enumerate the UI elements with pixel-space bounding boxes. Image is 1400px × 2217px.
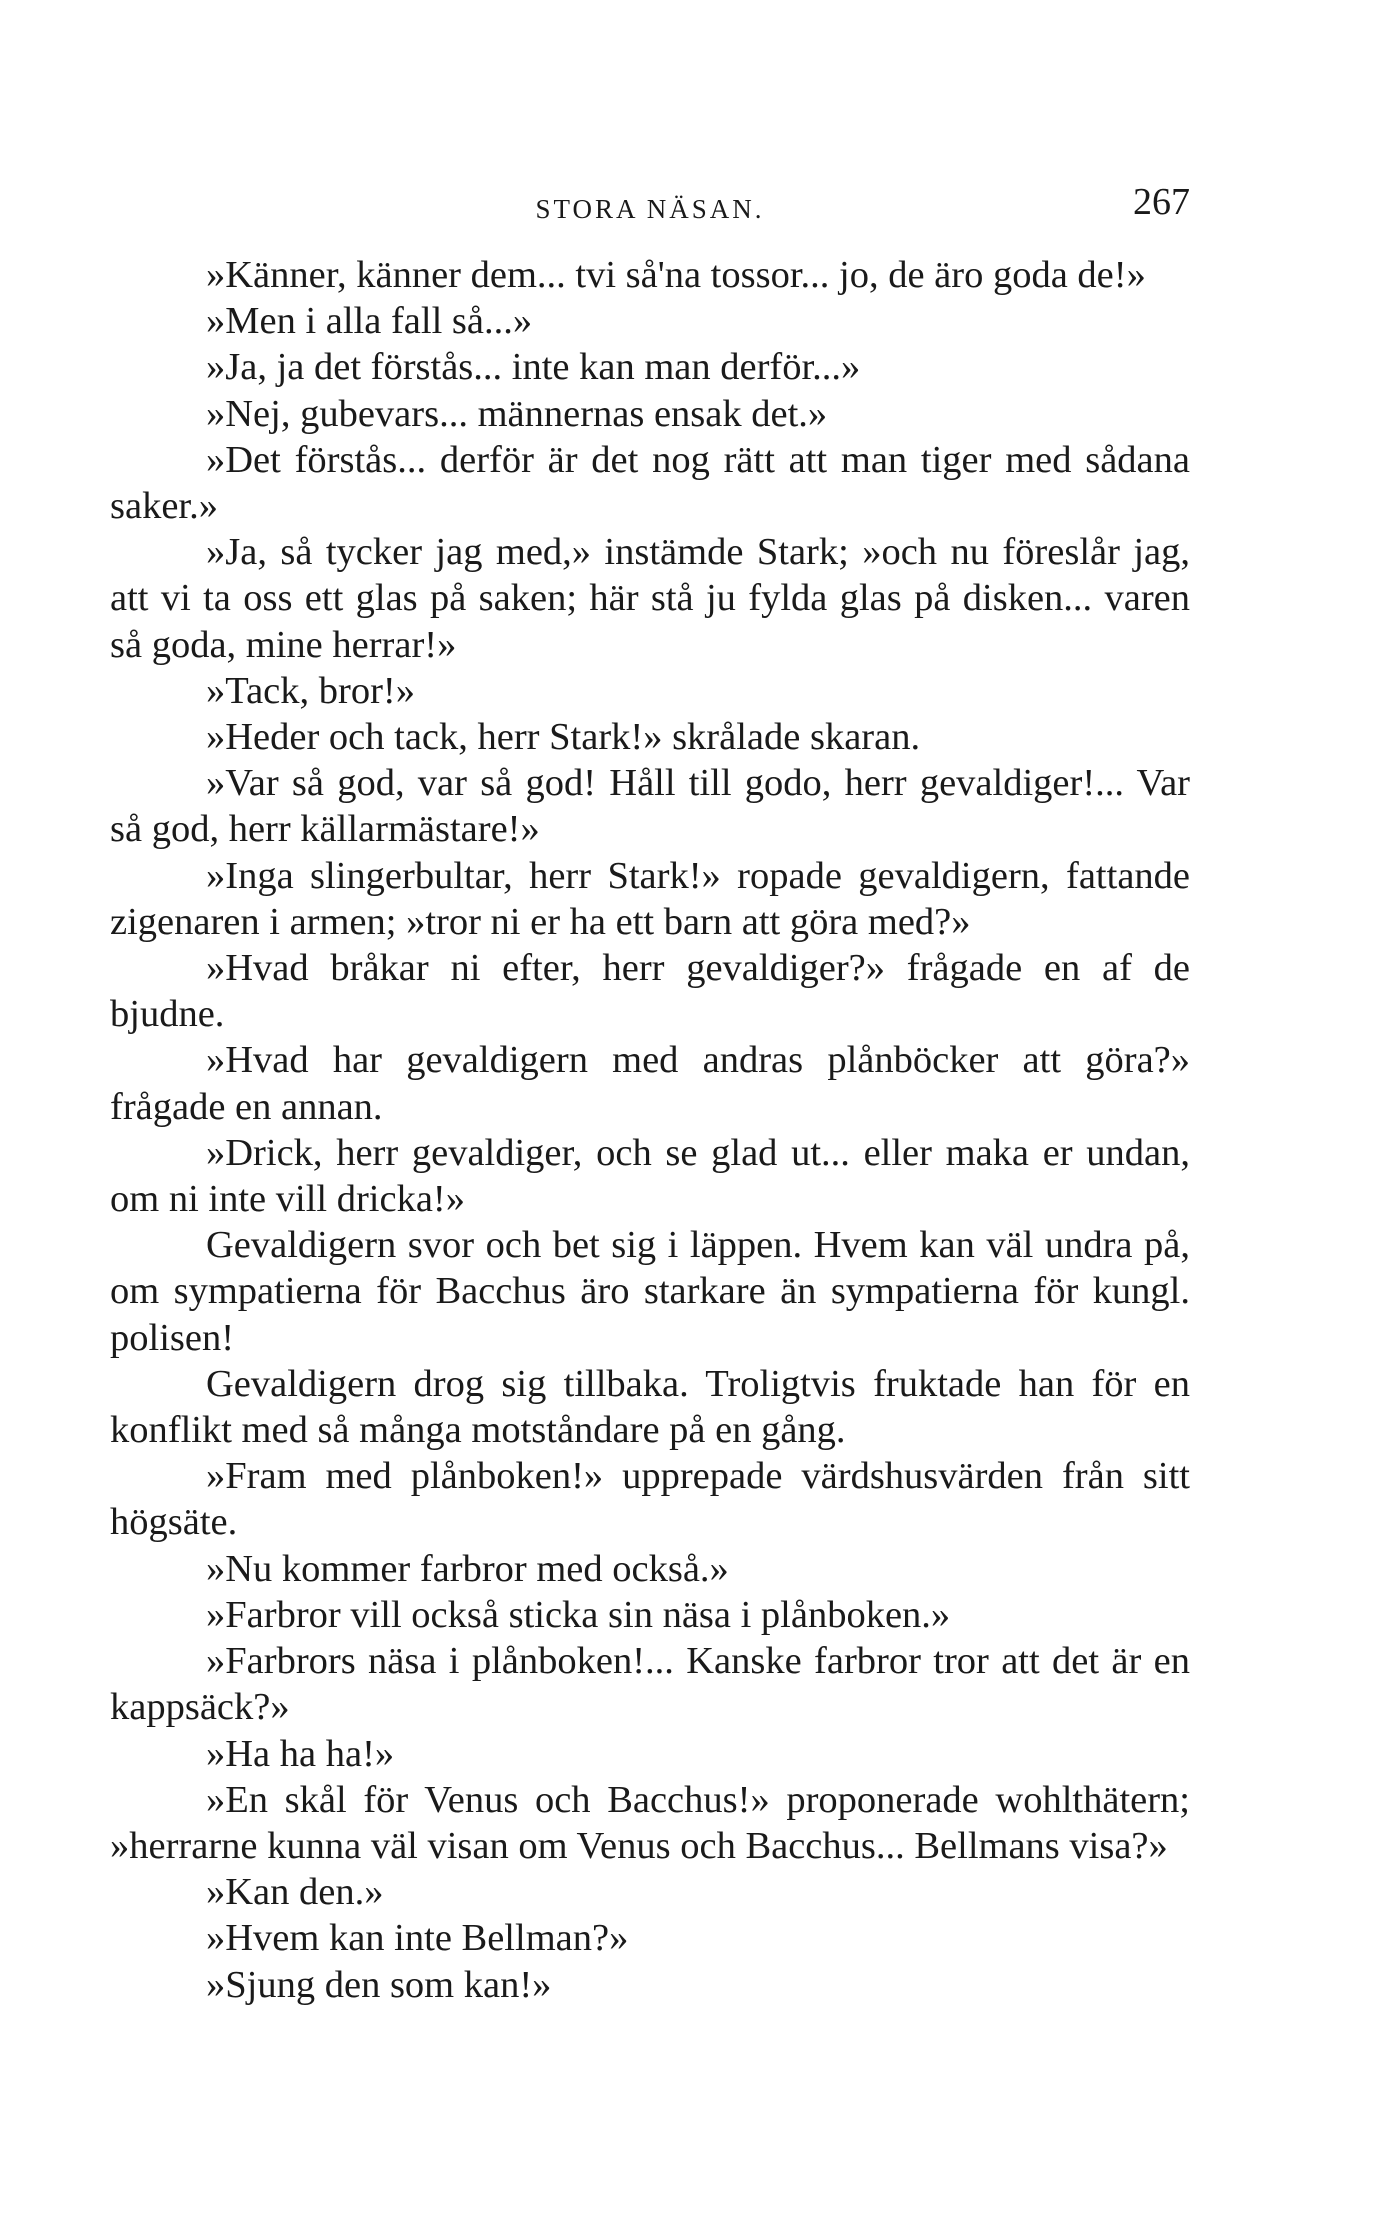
body-text <box>110 252 1190 2008</box>
paragraph: »Kan den.» <box>206 1871 384 1914</box>
paragraph: »Fram med plånboken!» upprepade värdshusvärden från sitt högsäte. <box>110 1455 1190 1544</box>
running-head <box>110 176 1190 236</box>
paragraph: »Farbrors näsa i plånboken!... Kanske farbror tror att det är en kappsäck?» <box>110 1640 1190 1729</box>
paragraph: Gevaldigern svor och bet sig i läppen. Hvem kan väl undra på, om sympatierna för Bacchus äro starkare än sympatierna för kungl. polisen! <box>110 1224 1190 1359</box>
page-number: 267 <box>1133 181 1190 223</box>
paragraph: »Det förstås... derför är det nog rätt att man tiger med sådana saker.» <box>110 438 1190 528</box>
paragraph: »Drick, herr gevaldiger, och se glad ut... eller maka er undan, om ni inte vill dricka!» <box>110 1131 1190 1221</box>
paragraph: »Inga slingerbultar, herr Stark!» ropade gevaldigern, fattande zigenaren i armen; »tror ni er ha ett barn att göra med?» <box>110 854 1190 943</box>
paragraph: »Nej, gubevars... männernas ensak det.» <box>206 392 828 435</box>
paragraph: »Ja, så tycker jag med,» instämde Stark; »och nu föreslår jag, att vi ta oss ett glas på saken; här stå ju fylda glas på disken... varen så goda, mine herrar!» <box>110 531 1190 666</box>
paragraph: »Men i alla fall så...» <box>206 300 533 343</box>
paragraph: »Känner, känner dem... tvi så'na tossor... jo, de äro goda de!» <box>206 254 1146 296</box>
paragraph: »En skål för Venus och Bacchus!» proponerade wohlthätern; »herrarne kunna väl visan om Venus och Bacchus... Bellmans visa?» <box>110 1778 1190 1867</box>
paragraph: »Sjung den som kan!» <box>206 1963 552 2006</box>
paragraph: »Ja, ja det förstås... inte kan man derför...» <box>206 346 861 389</box>
paragraph: Gevaldigern drog sig tillbaka. Troligtvis fruktade han för en konflikt med så många motståndare på en gång. <box>110 1362 1190 1452</box>
running-title: STORA NÄSAN. <box>535 194 765 224</box>
paragraph: »Var så god, var så god! Håll till godo, herr gevaldiger!... Var så god, herr källarmästare!» <box>110 762 1190 851</box>
paragraph: »Hvad bråkar ni efter, herr gevaldiger?» frågade en af de bjudne. <box>110 947 1190 1036</box>
paragraph: »Heder och tack, herr Stark!» skrålade skaran. <box>206 716 921 759</box>
paragraph: »Ha ha ha!» <box>206 1732 395 1775</box>
paragraph: »Hvem kan inte Bellman?» <box>206 1917 629 1960</box>
paragraph: »Nu kommer farbror med också.» <box>206 1547 729 1590</box>
paragraph: »Farbror vill också sticka sin näsa i plånboken.» <box>206 1593 951 1636</box>
paragraph: »Tack, bror!» <box>206 669 415 712</box>
paragraph: »Hvad har gevaldigern med andras plånböcker att göra?» frågade en annan. <box>110 1039 1190 1128</box>
